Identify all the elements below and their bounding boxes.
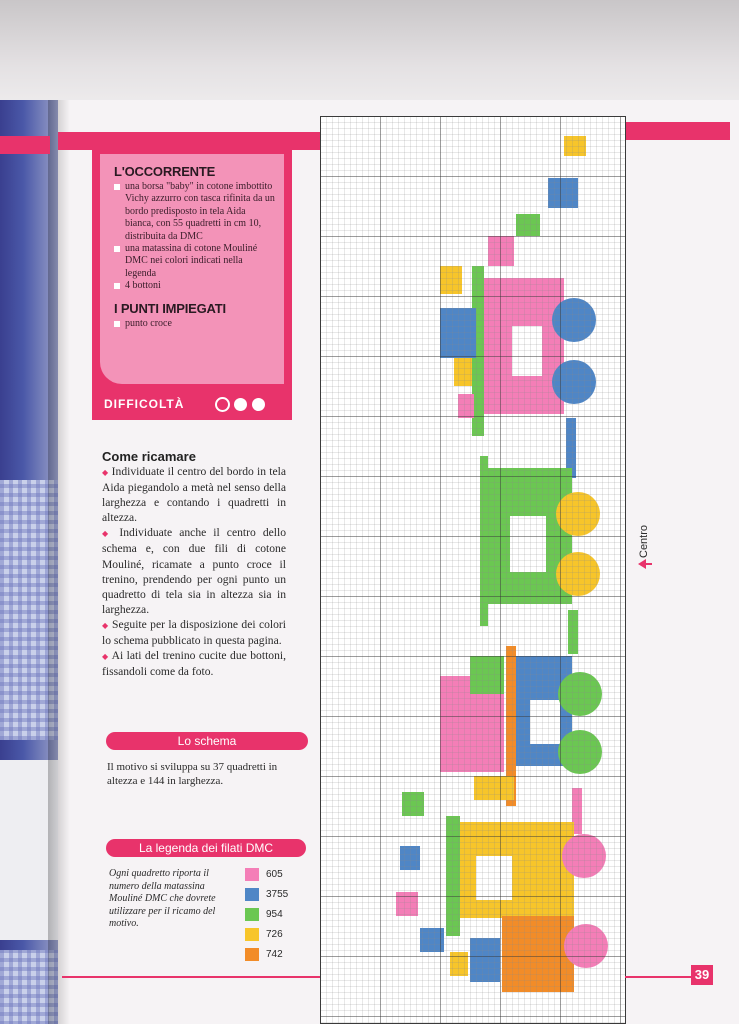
- occorrente-panel: [100, 154, 284, 384]
- color-swatch: [245, 908, 259, 921]
- legend-code: 726: [266, 928, 283, 940]
- instruction: Ai lati del trenino cucite due bottoni, fissandoli come da foto.: [102, 649, 286, 679]
- legend-row: [245, 904, 288, 924]
- bullet-icon: ◆: [102, 652, 109, 662]
- occorrente-title: L'OCCORRENTE: [114, 164, 216, 179]
- top-shadow: [0, 0, 739, 110]
- bullet-icon: ◆: [102, 529, 113, 539]
- occorrente-item: 4 bottoni: [114, 280, 276, 292]
- legend-code: 954: [266, 908, 283, 920]
- legend-code: 742: [266, 948, 283, 960]
- legend-row: [245, 884, 288, 904]
- color-swatch: [245, 868, 259, 881]
- legend-code: 605: [266, 868, 283, 880]
- difficolta-rating: [216, 398, 265, 411]
- legend-row: [245, 864, 288, 884]
- centro-label: Centro: [638, 524, 650, 558]
- instruction: Individuate il centro del bordo in tela Aida piegandolo a metà nel senso della larghezza e contando i quadretti in altezza.: [102, 465, 286, 525]
- color-swatch: [245, 888, 259, 901]
- difficulty-dot-filled: [217, 399, 228, 410]
- bullet-icon: ◆: [102, 620, 109, 630]
- page-number: 39: [691, 965, 713, 985]
- color-swatch: [245, 948, 259, 961]
- come-ricamare-text: [102, 464, 286, 679]
- legenda-note: Ogni quadretto riporta il numero della matassina Mouliné DMC che dovrete utilizzare per il ricamo del motivo.: [109, 868, 216, 929]
- page-fold-shadow: [48, 100, 70, 1024]
- color-swatch: [245, 928, 259, 941]
- top-band-right: [626, 122, 730, 140]
- occorrente-item: una matassina di cotone Mouliné DMC nei colori indicati nella legenda: [114, 243, 276, 280]
- instruction: Individuate anche il centro dello schema e, con due fili di cotone Mouliné, ricamate a punto croce il trenino, prendendo per ogni punto un quadretto di tela sia in altezza sia in larghezza.: [102, 526, 286, 616]
- cross-stitch-chart: [320, 116, 626, 1024]
- schema-heading: Lo schema: [106, 732, 308, 750]
- instruction: Seguite per la disposizione dei colori lo schema pubblicato in questa pagina.: [102, 617, 287, 648]
- occorrente-list: [114, 181, 276, 293]
- legend-row: [245, 924, 288, 944]
- punti-item: punto croce: [114, 318, 276, 330]
- come-ricamare-title: Come ricamare: [102, 449, 196, 464]
- legenda-list: [245, 864, 288, 964]
- bullet-icon: ◆: [102, 468, 109, 477]
- chart-grid-coarse: [320, 116, 626, 1024]
- schema-text: Il motivo si sviluppa su 37 quadretti in altezza e 144 in larghezza.: [107, 761, 278, 787]
- punti-title: I PUNTI IMPIEGATI: [114, 300, 226, 316]
- legenda-heading: La legenda dei filati DMC: [106, 839, 306, 857]
- difficulty-dot: [252, 398, 265, 411]
- arrow-left-icon: [638, 558, 652, 570]
- legend-row: [245, 944, 288, 964]
- difficulty-dot: [234, 398, 247, 411]
- legend-code: 3755: [266, 888, 289, 900]
- top-band-left-edge: [0, 136, 50, 154]
- centro-marker: [636, 510, 654, 570]
- punti-list: [114, 318, 276, 330]
- difficolta-label: DIFFICOLTÀ: [104, 397, 185, 411]
- bottom-rule-right: [625, 976, 691, 978]
- occorrente-item: una borsa "baby" in cotone imbottito Vichy azzurro con tasca rifinita da un bordo predisposto in tela Aida bianca, con 55 quadretti in cm 10, distribuita da DMC: [114, 181, 276, 243]
- bottom-rule-left: [62, 976, 320, 978]
- occorrente-box: [92, 148, 292, 420]
